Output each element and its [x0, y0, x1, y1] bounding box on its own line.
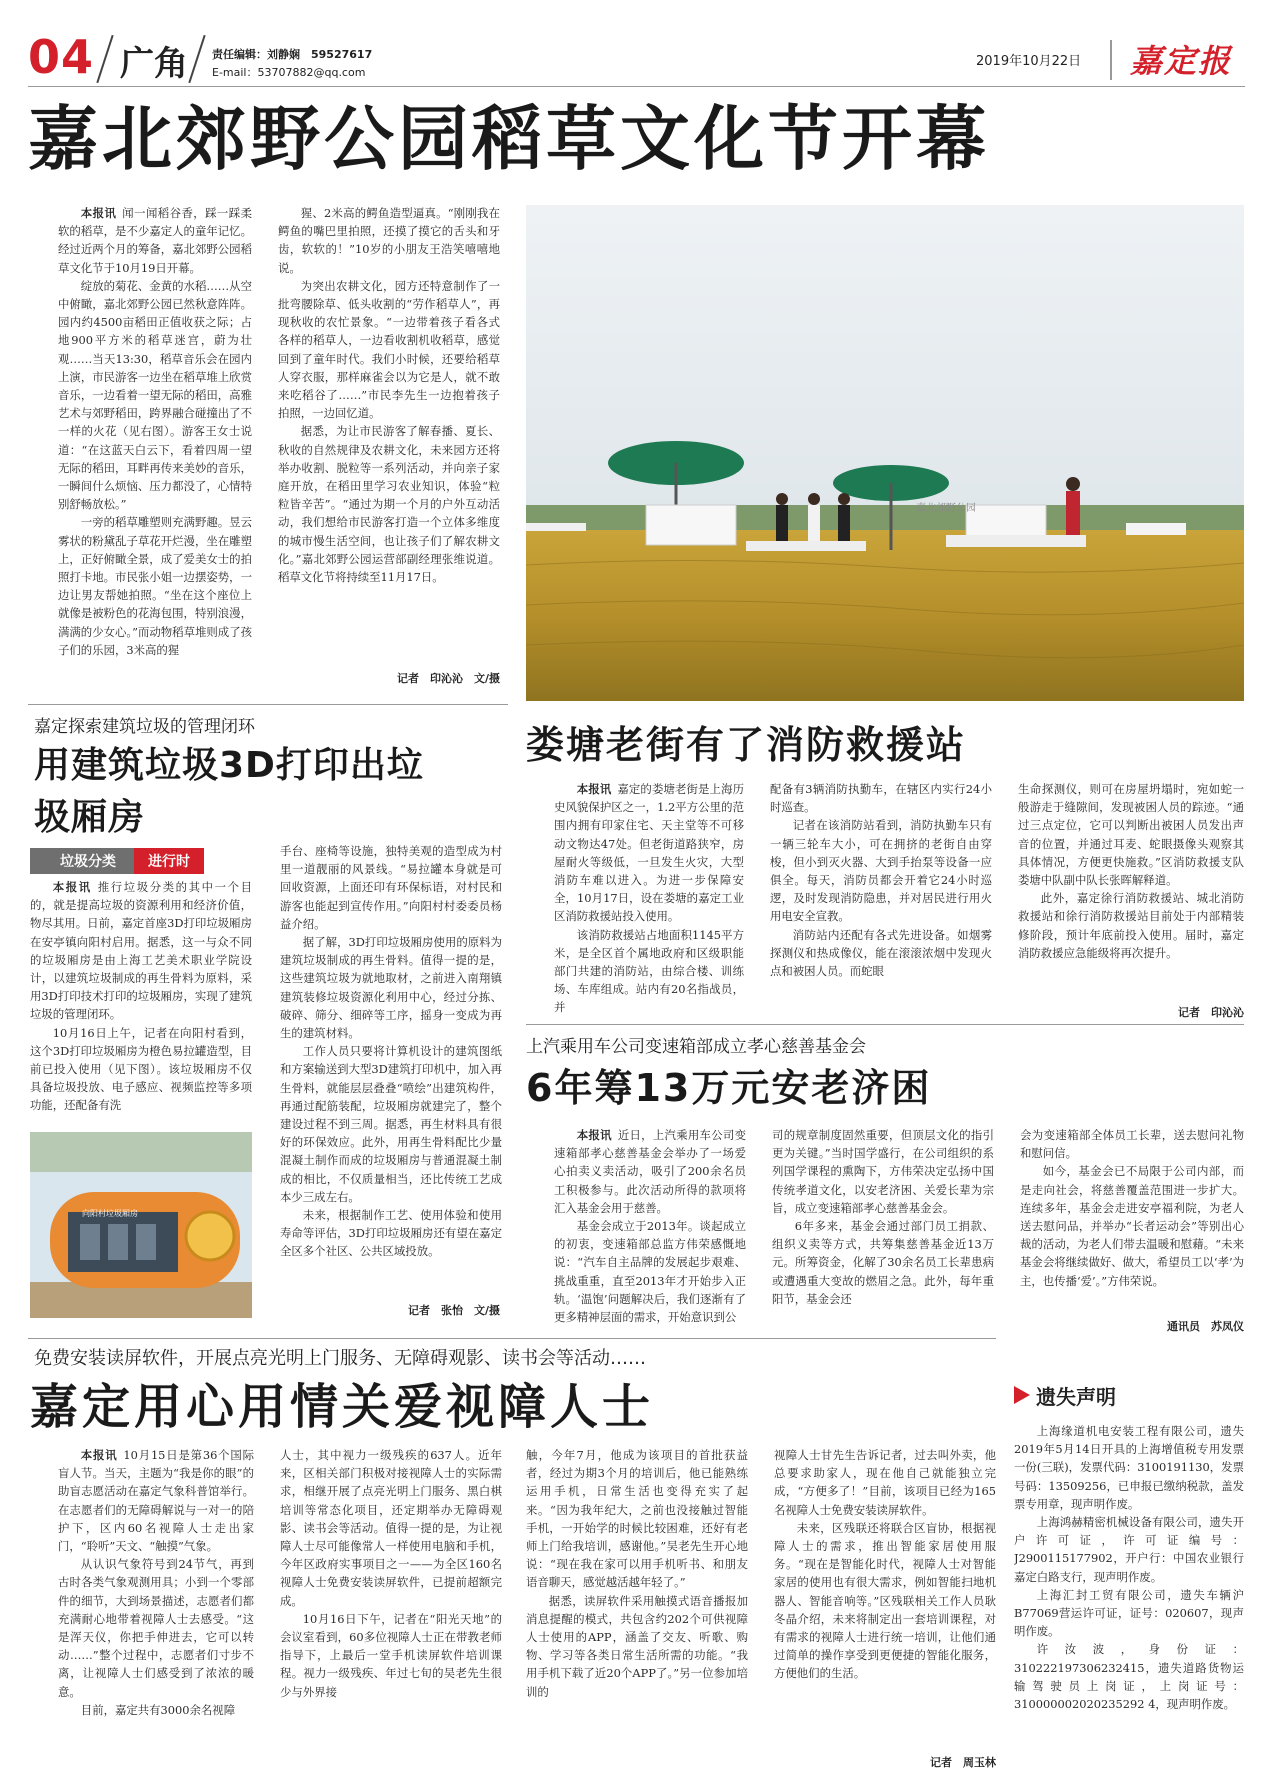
fire-column-3	[1018, 780, 1244, 1000]
fund-headline: 6年筹13万元安老济困	[526, 1066, 932, 1110]
garbage-paragraph: 工作人员只要将计算机设计的建筑图纸和方案输送到大型3D建筑打印机中，加入再生骨料，就能层层叠叠“喷绘”出建筑构件，再通过配筋装配，垃圾厢房就建完了，整个建设过程不到三周。据悉，再生材料具有很好的环保效应。此外，用再生骨料配比少量混凝土制作而成的垃圾厢房与普通混凝土制成的相比，不仅质量相当，还比传统工艺成本少三成左右。	[280, 1044, 502, 1204]
column-tag	[30, 848, 254, 874]
notices-title-row	[1014, 1378, 1244, 1412]
blind-paragraph: 未来，区残联还将联合区盲协，根据视障人士的需求，推出智能家居使用服务。“现在是智能化时代，视障人士对智能家居的使用也有很大需求，例如智能扫地机器人、智能音响等。”区残联相关工作人员耿冬晶介绍，未来将制定出一套培训课程，对有需求的视障人士进行统一培训，让他们通过简单的操作享受到更便捷的智能化服务，方便他们的生活。	[774, 1520, 996, 1681]
fund-paragraph: 如今，基金会已不局限于公司内部，而是走向社会，将慈善覆盖范围进一步扩大。连续多年，基金会走进安亭福利院，为老人送去慰问品，并举办“长者运动会”等别出心裁的活动，为老人们带去温暖和慰藉。“未来基金会将继续做好、做大，希望员工以‘孝’为主，也传播‘爱’。”方伟荣说。	[1020, 1164, 1244, 1288]
lead-paragraph: 一旁的稻草雕塑则充满野趣。昱云雾状的粉黛乱子草花开烂漫，坐在雕塑上，正好俯瞰全景，成了爱美女士的拍照打卡地。市民张小姐一边摆姿势，一边让男友帮她拍照。“坐在这个座位上就像是被粉色的花海包围，特别浪漫，满满的少女心。”而动物稻草堆则成了孩子们的乐园，3米高的猩	[58, 515, 252, 657]
blind-paragraph: 10月16日下午，记者在“阳光天地”的会议室看到，60多位视障人士正在带教老师指导下，上最后一堂手机读屏软件培训课程。视力一级残疾、年过七旬的吴老先生很少与外界接	[280, 1611, 502, 1699]
blind-paragraph: 目前，嘉定共有3000余名视障	[80, 1702, 236, 1717]
fund-paragraph: 6年多来，基金会通过部门员工捐款、组织义卖等方式，共筹集慈善基金近13万元。所筹资金，化解了30余名员工长辈患病或遭遇重大变故的燃眉之急。此外，每年重阳节，基金会还	[772, 1219, 994, 1306]
fund-paragraph: 本报讯 近日，上汽乘用车公司变速箱部孝心慈善基金会举办了一场爱心拍卖义卖活动，吸引了200余名员工积极参与。此次活动所得的款项将汇入基金会用于慈善。	[554, 1128, 746, 1215]
masthead-slash	[96, 35, 113, 83]
fund-column-1	[554, 1126, 746, 1330]
column-tag-label-2: 进行时	[134, 848, 204, 874]
fire-paragraph: 本报讯 嘉定的娄塘老街是上海历史风貌保护区之一，1.2平方公里的范围内拥有印家住宅、天主堂等不可移动文物达47处。但老街道路狭窄，房屋耐火等级低，一旦发生火灾，大型消防车难以进入。为进一步保障安全，10月17日，设在娄塘的嘉定工业区消防救援站投入使用。	[554, 782, 744, 924]
fire-paragraph: 配备有3辆消防执勤车，在辖区内实行24小时巡查。	[770, 782, 992, 815]
section-rule-3	[28, 1338, 996, 1339]
byline-label: 本报讯	[576, 782, 612, 796]
masthead-rule	[28, 86, 1245, 87]
lead-paragraph: 为突出农耕文化，园方还特意制作了一批弯腰除草、低头收割的“劳作稻草人”，再现秋收的农忙景象。“一边带着孩子看各式各样的稻草人，一边看收割机收稻草，感觉回到了童年时代。我们小时候，还要给稻草人穿衣服，那样麻雀会以为它是人，就不敢来吃稻谷了……”市民李先生一边抱着孩子拍照，一边回忆道。	[278, 278, 500, 421]
garbage-kicker: 嘉定探索建筑垃圾的管理闭环	[34, 717, 255, 737]
fund-kicker: 上汽乘用车公司变速箱部成立孝心慈善基金会	[526, 1037, 866, 1057]
garbage-paragraph: 10月16日上午，记者在向阳村看到，这个3D打印垃圾厢房为橙色易拉罐造型，目前已投入使用（见下图）。该垃圾厢房不仅具备垃圾投放、电子感应、视频监控等多项功能，还配备有洗	[30, 1025, 252, 1113]
byline-label: 本报讯	[52, 880, 92, 894]
fund-author: 通讯员 苏凤仪	[1167, 1320, 1244, 1333]
garbage-column-1	[30, 878, 252, 1128]
fund-paragraph: 基金会成立于2013年。谈起成立的初衷，变速箱部总监方伟荣感慨地说：“汽车自主品牌的发展起步艰难、挑战重重，直至2013年才开始步入正轨。‘温饱’问题解决后，我们逐渐有了更多精神层面的需求，开始意识到公	[554, 1219, 746, 1325]
blind-paragraph: 触，今年7月，他成为该项目的首批获益者，经过为期3个月的培训后，他已能熟练运用手机，日常生活也变得充实了起来。“因为我年纪大，之前也没接触过智能手机，一开始学的时候比较困难，还好有老师上门给我培训，感谢他。”吴老先生开心地说：“现在我在家可以用手机听书、和朋友语音聊天，感觉越活越年轻了。”	[526, 1448, 748, 1590]
blind-kicker: 免费安装读屏软件，开展点亮光明上门服务、无障碍观影、读书会等活动……	[34, 1348, 646, 1369]
fire-paragraph: 消防站内还配有各式先进设备。如烟雾探测仪和热成像仪，能在滚滚浓烟中发现火点和被困人员。而蛇眼	[770, 927, 992, 979]
notice-item: 上海鸿赫精密机械设备有限公司，遗失开户许可证，许可证编号：J2900115177902，开户行：中国农业银行嘉定白路支行，现声明作废。	[1014, 1515, 1244, 1584]
fund-paragraph: 会为变速箱部全体员工长辈，送去慰问礼物和慰问信。	[1020, 1128, 1244, 1161]
fire-paragraph: 生命探测仪，则可在房屋坍塌时，宛如蛇一般游走于缝隙间，发现被困人员的踪迹。“通过三点定位，它可以判断出被困人员发出声音的位置，并通过耳麦、蛇眼摄像头观察其具体情况，方便更快施救。”区消防救援支队娄塘中队副中队长张晖解释道。	[1018, 782, 1244, 888]
garbage-room-illustration	[30, 1132, 252, 1318]
garbage-paragraph: 据了解，3D打印垃圾厢房使用的原料为建筑垃圾制成的再生骨料。值得一提的是，这些建筑垃圾为就地取材，之前进入南翔镇建筑装修垃圾资源化利用中心，经过分拣、破碎、筛分、细碎等工序，摇身一变成为再生的建筑材料。	[280, 935, 502, 1041]
fund-column-2	[772, 1126, 994, 1330]
garbage-author: 记者 张怡 文/摄	[407, 1304, 500, 1317]
section-rule-2	[526, 1024, 1244, 1025]
fire-column-1	[554, 780, 744, 1020]
fire-headline: 娄塘老街有了消防救援站	[526, 722, 967, 767]
blind-author: 记者 周玉林	[930, 1756, 996, 1769]
notice-item: 许汝波，身份证：310222197306232415，遗失道路货物运输驾驶员上岗证，上岗证号：310000002020235292 4，现声明作废。	[1014, 1642, 1244, 1712]
blind-paragraph: 从认识气象符号到24节气，再到古时各类气象观测用具；小到一个零部件的细节，大到场景描述，志愿者们都充满耐心地带着视障人士去感受。“这是浑天仪，你把手伸进去，它可以转动……”整个过程中，志愿者们寸步不离，让视障人士们感受到了浓浓的暖意。	[58, 1557, 254, 1699]
blind-paragraph: 据悉，读屏软件采用触摸式语音播报加消息提醒的模式，共包含约202个可供视障人士使用的APP，涵盖了交友、听歌、购物、学习等各类日常生活所需的功能。“我用手机下载了近20个APP了。”另一位参加培训的	[526, 1593, 748, 1699]
rice-field-illustration	[526, 205, 1244, 701]
lead-column-2	[278, 204, 500, 660]
garbage-paragraph: 手台、座椅等设施，独特美观的造型成为村里一道靓丽的风景线。“易拉罐本身就是可回收资源，上面还印有环保标语，对村民和游客也能起到宣传作用。”向阳村村委委员杨益介绍。	[280, 844, 502, 931]
notice-item: 上海汇封工贸有限公司，遗失车辆沪B77069营运许可证，证号：020607，现声明作废。	[1014, 1587, 1244, 1639]
lead-author: 记者 印沁沁 文/摄	[396, 672, 500, 685]
garbage-headline: 用建筑垃圾3D打印出垃圾厢房	[34, 745, 424, 838]
garbage-paragraph: 未来，根据制作工艺、使用体验和使用寿命等评估，3D打印垃圾厢房还有望在嘉定全区多个社区、公共区域投放。	[280, 1208, 502, 1259]
blind-paragraph: 人士，其中视力一级残疾的637人。近年来，区相关部门积极对接视障人士的实际需求，相继开展了点亮光明上门服务、黑白棋培训等常态化项目，还定期举办无障碍观影、读书会等活动。值得一提的是，为让视障人士尽可能像常人一样使用电脑和手机，今年区政府实事项目之一——为全区160名视障人士免费安装读屏软件，已提前超额完成。	[280, 1448, 502, 1608]
notices-list	[1014, 1422, 1244, 1778]
email-line: E-mail：53707882@qq.com	[212, 66, 366, 79]
garbage-photo-3d-room	[30, 1132, 252, 1318]
byline-label: 本报讯	[80, 1448, 118, 1462]
notices-box	[1014, 1378, 1244, 1778]
blind-column-4	[774, 1446, 996, 1752]
fire-paragraph: 该消防救援站占地面积1145平方米，是全区首个属地政府和区级职能部门共建的消防站，由综合楼、训练场、车库组成。站内有20名指战员，并	[554, 927, 744, 1015]
blind-column-2	[280, 1446, 502, 1770]
masthead-slash-2	[188, 35, 205, 83]
fund-paragraph: 司的规章制度固然重要，但顶层文化的指引更为关键。”当时国学盛行，在公司组织的系列国学课程的熏陶下，方伟荣决定弘扬中国传统孝道文化，以安老济困、关爱长辈为宗旨，成立变速箱部孝心慈善基金会。	[772, 1128, 994, 1215]
lead-photo-rice-concert	[526, 205, 1244, 701]
lead-photo-sign: 嘉北郊野公园	[916, 503, 976, 514]
fire-paragraph: 此外，嘉定徐行消防救援站、城北消防救援站和徐行消防救援站目前处于内部精装修阶段，预计年底前投入使用。届时，嘉定消防救援应急能级将再次提升。	[1018, 891, 1244, 960]
blind-paragraph: 视障人士甘先生告诉记者，过去叫外卖，他总要求助家人，现在他自己就能独立完成，“方便多了！”目前，该项目已经为165名视障人士免费安装读屏软件。	[774, 1448, 996, 1517]
page-number: 04	[28, 30, 95, 84]
fire-author: 记者 印沁沁	[1178, 1006, 1244, 1019]
fund-column-3	[1020, 1126, 1244, 1316]
garbage-column-2	[280, 842, 502, 1292]
lead-paragraph: 本报讯 闻一闻稻谷香，踩一踩柔软的稻草，是不少嘉定人的童年记忆。经过近两个月的筹备，嘉北郊野公园稻草文化节于10月19日开幕。	[58, 206, 252, 275]
paper-logo: 嘉定报	[1130, 42, 1233, 80]
lead-paragraph: 猩、2米高的鳄鱼造型逼真。“刚刚我在鳄鱼的嘴巴里拍照，还摸了摸它的舌头和牙齿，软软的！”10岁的小朋友王浩笑嘻嘻地说。	[278, 206, 500, 275]
section-rule-1	[28, 704, 508, 705]
notices-bullet-icon	[1014, 1386, 1030, 1404]
lead-headline: 嘉北郊野公园稻草文化节开幕	[28, 97, 990, 180]
section-name: 广角	[120, 44, 188, 84]
byline-label: 本报讯	[80, 206, 117, 220]
fire-column-2	[770, 780, 992, 1020]
lead-column-1	[58, 204, 252, 680]
notices-title: 遗失声明	[1036, 1384, 1116, 1409]
fire-paragraph: 记者在该消防站看到，消防执勤车只有一辆三轮车大小，可在拥挤的老街自由穿梭，但小到灭火器、大到手抬泵等设备一应俱全。每天，消防员都会开着它24小时巡逻，及时发现消防隐患，并对居民进行用火用电安全宣教。	[770, 818, 992, 924]
blind-column-3	[526, 1446, 748, 1770]
lead-paragraph: 绽放的菊花、金黄的水稻……从空中俯瞰，嘉北郊野公园已然秋意阵阵。园内约4500亩稻田正值收获之际；占地900平方米的稻草迷宫，蔚为壮观……当天13:30，稻草音乐会在园内上演，市民游客一边坐在稻草堆上欣赏音乐，一边看着一望无际的稻田，高雅艺术与郊野稻田，跨界融合碰撞出了不一样的火花（见右图）。游客王女士说道：“在这蓝天白云下，看着四周一望无际的稻田，耳畔再传来美妙的音乐，一瞬间什么烦恼、压力都没了，心情特别舒畅放松。”	[58, 278, 252, 512]
notice-item: 上海缘道机电安装工程有限公司，遗失2019年5月14日开具的上海增值税专用发票一份(三联)，发票代码：3100191130，发票号码：13509256，已申报已缴纳税款，盖发票专用章，现声明作废。	[1014, 1424, 1244, 1511]
column-tag-label: 垃圾分类	[30, 848, 134, 874]
garbage-photo-sign: 向阳村垃圾厢房	[82, 1209, 138, 1218]
blind-paragraph: 本报讯 10月15日是第36个国际盲人节。当天，主题为“我是你的眼”的助盲志愿活动在嘉定气象科普馆举行。在志愿者们的无障碍解说与一对一的陪护下，区内60名视障人士走出家门，“聆听”天文、“触摸”气象。	[58, 1448, 254, 1554]
lead-paragraph: 据悉，为让市民游客了解春播、夏长、秋收的自然规律及农耕文化，未来园方还将举办收割、脱粒等一系列活动，并向亲子家庭开放，在稻田里学习农业知识，体验“粒粒皆辛苦”。“通过为期一个月的户外互动活动，我们想给市民游客打造一个立体多维度的城市慢生活空间，也让孩子们了解农耕文化。”嘉北郊野公园运营部副经理张维说道。稻草文化节将持续至11月17日。	[278, 424, 500, 585]
issue-date: 2019年10月22日	[976, 54, 1082, 69]
blind-column-1	[58, 1446, 254, 1770]
byline-label: 本报讯	[576, 1128, 612, 1142]
masthead-divider	[1110, 40, 1112, 80]
garbage-paragraph: 本报讯 推行垃圾分类的其中一个目的，就是提高垃圾的资源利用和经济价值，物尽其用。日前，嘉定首座3D打印垃圾厢房在安亭镇向阳村启用。据悉，这一与众不同的垃圾厢房是由上海工艺美术职业学院设计，以建筑垃圾制成的再生骨料为原料，采用3D打印技术打印的垃圾厢房，实现了建筑垃圾的管理闭环。	[30, 880, 252, 1022]
blind-headline: 嘉定用心用情关爱视障人士	[30, 1379, 655, 1435]
editor-line: 责任编辑：刘静娴 59527617	[212, 48, 373, 61]
